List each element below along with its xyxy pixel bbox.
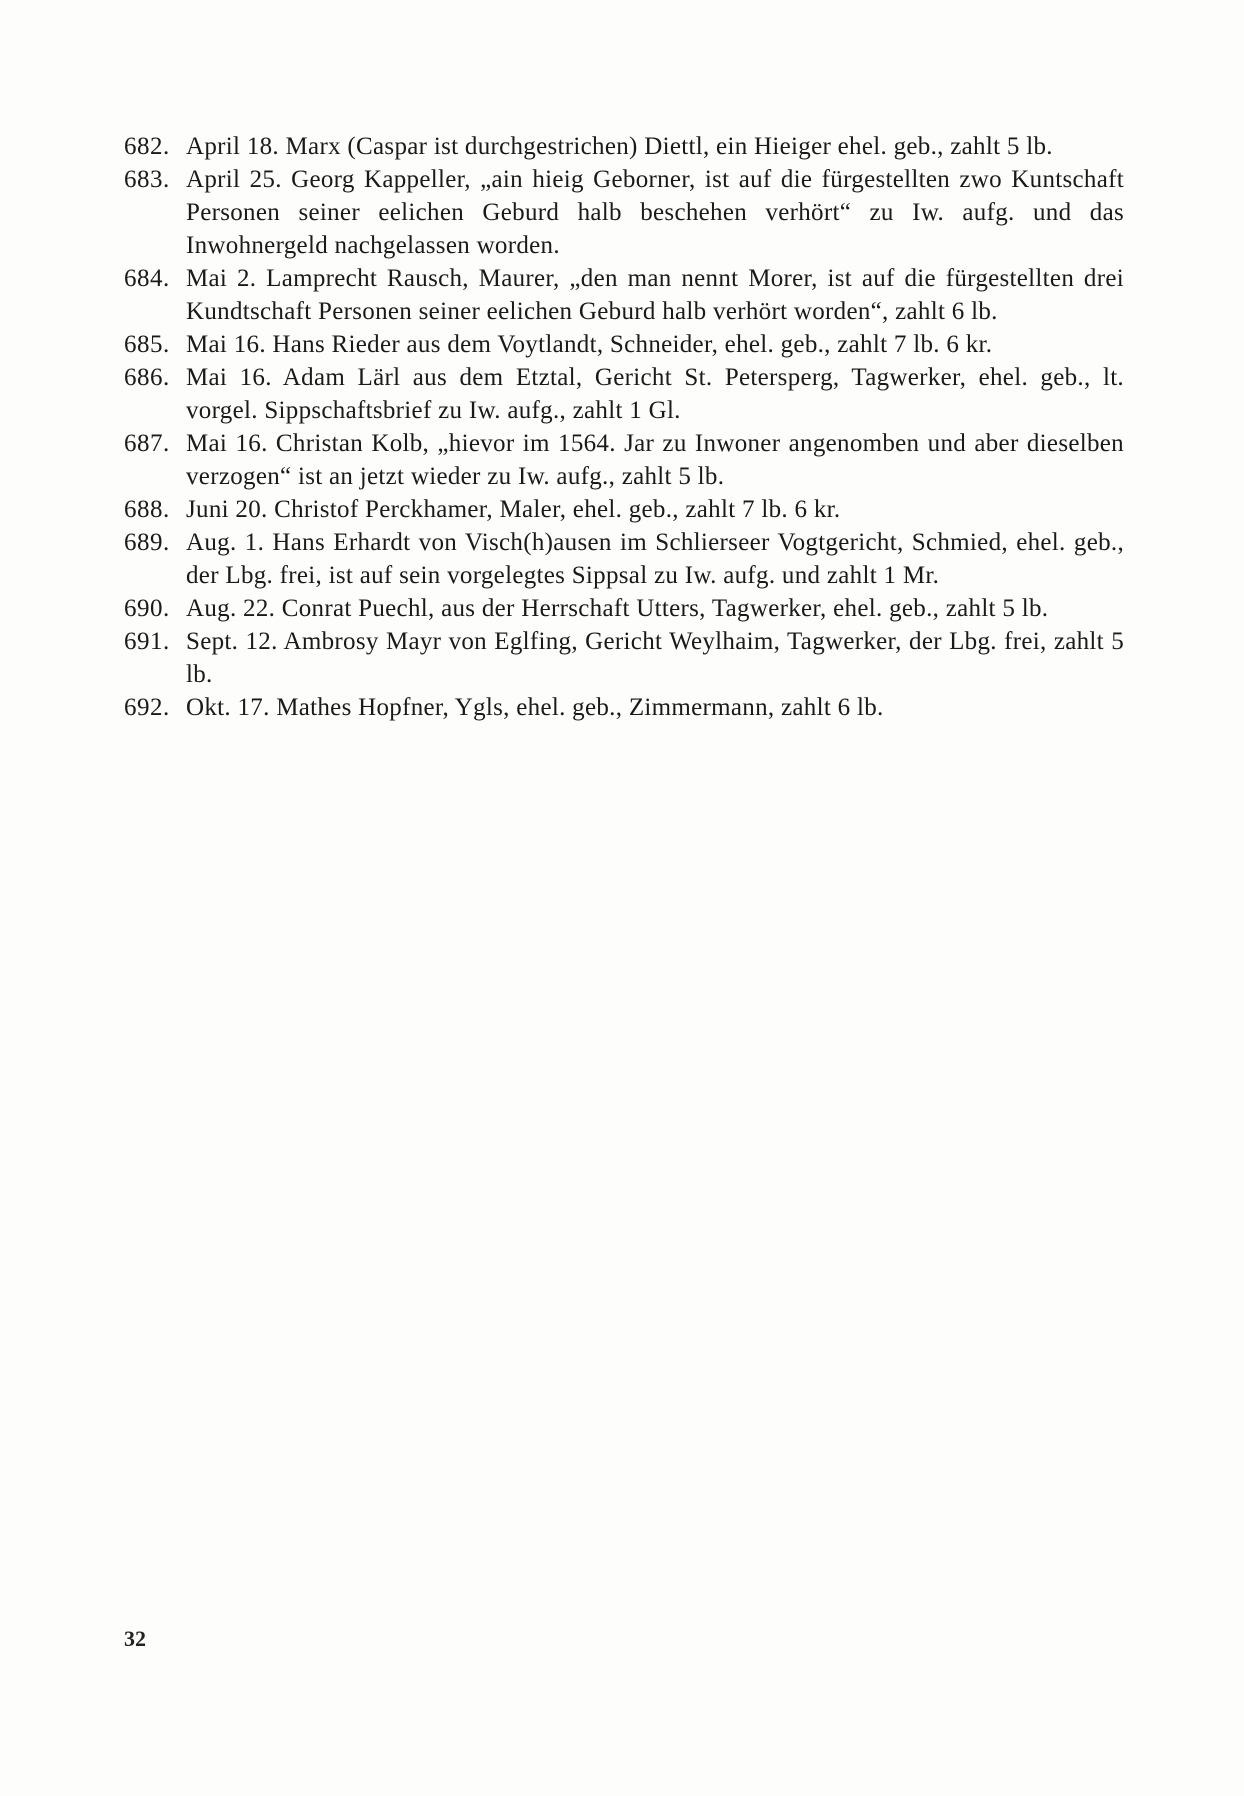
entry-number: 688. bbox=[124, 496, 170, 523]
entry-text: Aug. 22. Conrat Puechl, aus der Herrschaft Utters, Tagwerker, ehel. geb., zahlt 5 lb. bbox=[186, 595, 1049, 622]
entry-number: 687. bbox=[124, 430, 170, 457]
entry-text: Juni 20. Christof Perckhamer, Maler, ehel. geb., zahlt 7 lb. 6 kr. bbox=[186, 496, 841, 523]
entry-number: 682. bbox=[124, 133, 170, 160]
entry-text: April 25. Georg Kappeller, „ain hieig Geborner, ist auf die fürgestellten zwo Kuntschaft Personen seiner eelichen Geburd halb beschehen verhört“ zu Iw. aufg. und das Inwohnergeld nachgelassen worden. bbox=[186, 166, 1124, 259]
entry-688 bbox=[124, 493, 1124, 526]
entry-text: Aug. 1. Hans Erhardt von Visch(h)ausen im Schlierseer Vogtgericht, Schmied, ehel. geb., der Lbg. frei, ist auf sein vorgelegtes Sippsal zu Iw. aufg. und zahlt 1 Mr. bbox=[186, 529, 1124, 589]
entry-text: Mai 16. Hans Rieder aus dem Voytlandt, Schneider, ehel. geb., zahlt 7 lb. 6 kr. bbox=[186, 331, 993, 358]
entry-685 bbox=[124, 328, 1124, 361]
entry-684 bbox=[124, 262, 1124, 328]
entry-number: 684. bbox=[124, 265, 170, 292]
page-number: 32 bbox=[124, 1626, 146, 1651]
entry-list bbox=[124, 130, 1124, 724]
entry-number: 689. bbox=[124, 529, 170, 556]
entry-687 bbox=[124, 427, 1124, 493]
entry-691 bbox=[124, 625, 1124, 691]
entry-number: 685. bbox=[124, 331, 170, 358]
entry-692 bbox=[124, 691, 1124, 724]
entry-690 bbox=[124, 592, 1124, 625]
entry-number: 692. bbox=[124, 694, 170, 721]
entry-text: Sept. 12. Ambrosy Mayr von Eglfing, Gericht Weylhaim, Tagwerker, der Lbg. frei, zahlt 5 lb. bbox=[186, 628, 1124, 688]
entry-text: Mai 16. Adam Lärl aus dem Etztal, Gericht St. Petersperg, Tagwerker, ehel. geb., lt. vorgel. Sippschaftsbrief zu Iw. aufg., zahlt 1 Gl. bbox=[186, 364, 1124, 424]
entry-text: April 18. Marx (Caspar ist durchgestrichen) Diettl, ein Hieiger ehel. geb., zahlt 5 lb. bbox=[186, 133, 1053, 160]
entry-text: Mai 16. Christan Kolb, „hievor im 1564. Jar zu Inwoner angenomben und aber dieselben verzogen“ ist an jetzt wieder zu Iw. aufg., zahlt 5 lb. bbox=[186, 430, 1124, 490]
entry-text: Mai 2. Lamprecht Rausch, Maurer, „den man nennt Morer, ist auf die fürgestellten drei Kundtschaft Personen seiner eelichen Geburd halb verhört worden“, zahlt 6 lb. bbox=[186, 265, 1124, 325]
entry-text: Okt. 17. Mathes Hopfner, Ygls, ehel. geb., Zimmermann, zahlt 6 lb. bbox=[186, 694, 884, 721]
entry-number: 683. bbox=[124, 166, 170, 193]
entry-number: 690. bbox=[124, 595, 170, 622]
entry-number: 691. bbox=[124, 628, 170, 655]
entry-682 bbox=[124, 130, 1124, 163]
entry-686 bbox=[124, 361, 1124, 427]
entry-689 bbox=[124, 526, 1124, 592]
entry-683 bbox=[124, 163, 1124, 262]
entry-number: 686. bbox=[124, 364, 170, 391]
